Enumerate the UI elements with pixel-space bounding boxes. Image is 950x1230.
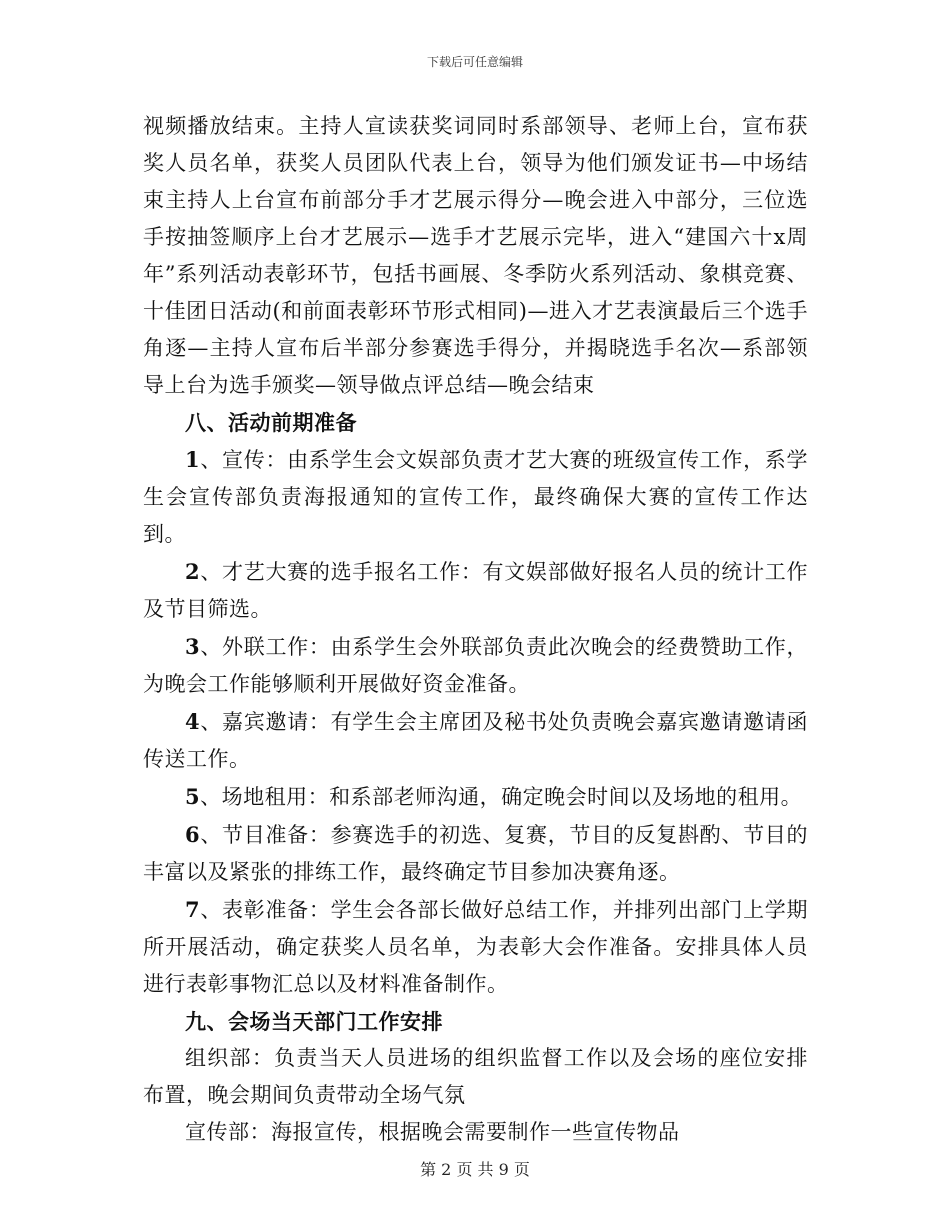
item-text: 、才艺大赛的选手报名工作：有文娱部做好报名人员的统计工作及节目筛选。 bbox=[143, 560, 808, 621]
intro-paragraph: 视频播放结束。主持人宣读获奖词同时系部领导、老师上台，宣布获奖人员名单，获奖人员团队代表上台，领导为他们颁发证书—中场结束主持人上台宣布前部分手才艺展示得分—晚会进入中部分，三位选手按抽签顺序上台才艺展示—选手才艺展示完毕，进入“建国六十x周年”系列活动表彰环节，包括书画展、冬季防火系列活动、象棋竞赛、十佳团日活动(和前面表彰环节形式相同)—进入才艺表演最后三个选手角逐—主持人宣布后半部分参赛选手得分，并揭晓选手名次—系部领导上台为选手颁奖—领导做点评总结—晚会结束 bbox=[143, 114, 808, 397]
list-item bbox=[143, 628, 808, 703]
item-text: 、外联工作：由系学生会外联部负责此次晚会的经费赞助工作，为晚会工作能够顺利开展做好资金准备。 bbox=[143, 635, 808, 696]
list-item bbox=[143, 703, 808, 778]
list-item bbox=[143, 553, 808, 628]
item-text: 、嘉宾邀请：有学生会主席团及秘书处负责晚会嘉宾邀请邀请函传送工作。 bbox=[143, 710, 808, 771]
item-number: 1 bbox=[185, 447, 201, 472]
section-heading-9: 九、会场当天部门工作安排 bbox=[185, 1009, 443, 1034]
item-number: 2 bbox=[185, 559, 201, 584]
department-organization: 组织部：负责当天人员进场的组织监督工作以及会场的座位安排布置，晚会期间负责带动全场气氛 bbox=[143, 1046, 808, 1107]
item-number: 7 bbox=[185, 897, 201, 922]
document-body bbox=[143, 108, 808, 1151]
page-header: 下载后可任意编辑 bbox=[426, 55, 523, 69]
section-heading-8: 八、活动前期准备 bbox=[185, 410, 357, 435]
item-text: 、节目准备：参赛选手的初选、复赛，节目的反复斟酌、节目的丰富以及紧张的排练工作，最终确定节目参加决赛角逐。 bbox=[143, 823, 808, 884]
department-publicity: 宣传部：海报宣传，根据晚会需要制作一些宣传物品 bbox=[185, 1120, 680, 1144]
list-item bbox=[143, 778, 808, 816]
list-item bbox=[143, 441, 808, 553]
page-footer: 第 2 页 共 9 页 bbox=[420, 1160, 530, 1179]
item-text: 、表彰准备：学生会各部长做好总结工作，并排列出部门上学期所开展活动，确定获奖人员名单，为表彰大会作准备。安排具体人员进行表彰事物汇总以及材料准备制作。 bbox=[143, 898, 808, 996]
item-number: 3 bbox=[185, 634, 201, 659]
item-number: 4 bbox=[185, 709, 201, 734]
item-number: 5 bbox=[185, 784, 201, 809]
list-item bbox=[143, 816, 808, 891]
item-number: 6 bbox=[185, 822, 201, 847]
list-item bbox=[143, 891, 808, 1003]
item-text: 、宣传：由系学生会文娱部负责才艺大赛的班级宣传工作，系学生会宣传部负责海报通知的宣传工作，最终确保大赛的宣传工作达到。 bbox=[143, 448, 808, 546]
item-text: 、场地租用：和系部老师沟通，确定晚会时间以及场地的租用。 bbox=[200, 785, 803, 809]
